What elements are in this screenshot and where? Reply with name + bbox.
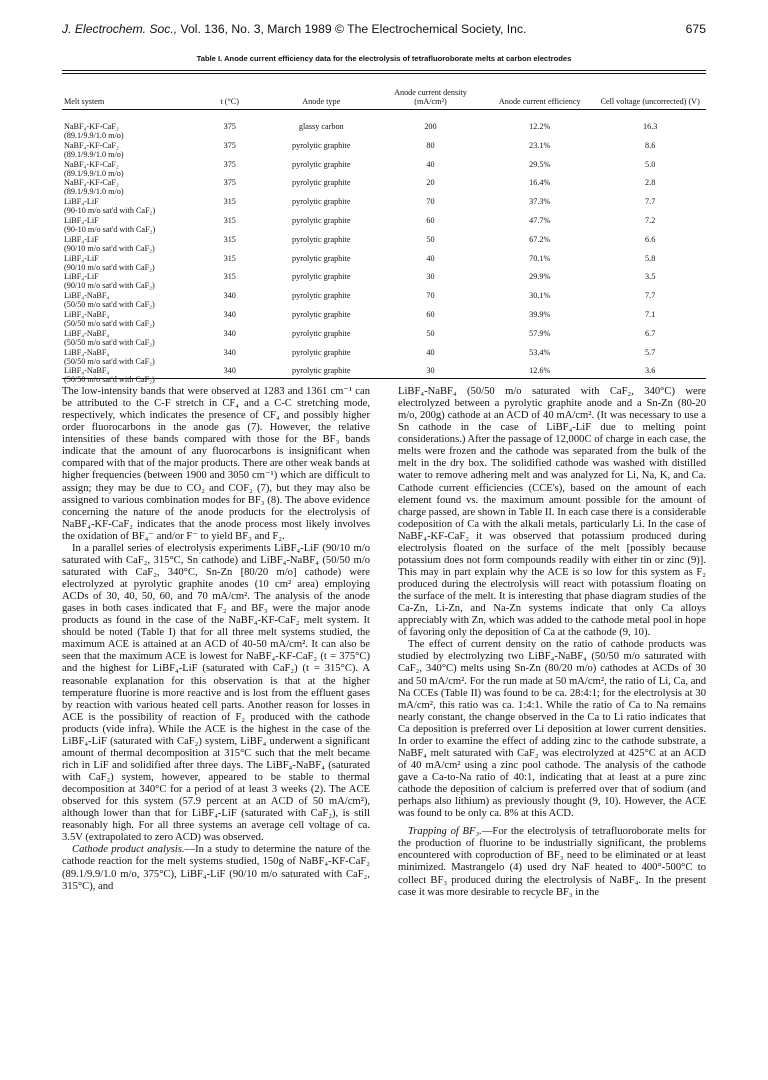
table-row	[62, 348, 706, 367]
melt-name: LiBF₄-LiF	[64, 234, 99, 244]
anode-cell: pyrolytic graphite	[292, 253, 351, 263]
table-header-row	[62, 88, 706, 110]
col-header-melt: Melt system	[64, 97, 105, 106]
paragraph: The low-intensity bands that were observed at 1283 and 1361 cm⁻¹ can be attributed to the C-F stretch in CF₄ and a C-C stretching mode, respectively, which indicates the presence of CF₄ and possibly higher order fluorocarbons in the anode gas (7). However, the relative intensities of these bands compared with those for the BF₃ bands indicate that the amount of any fluorocarbons is insignificant when compared with that of the major products. There are other weak bands at higher frequencies (between 1900 and 3050 cm⁻¹) which are difficult to assign; they may be due to CO₂ and COF₂ (7), but they may also be assigned to various combination modes for BF₃ (8). The above evidence concerning the nature of the anode products for the electrolysis of NaBF₄-KF-CaF₂ indicates that the anode process most likely involves the oxidation of BF₄⁻ and/or F⁻ to yield BF₃ and F₂.	[62, 386, 370, 542]
voltage-cell: 3.5	[645, 272, 656, 282]
journal-name: J. Electrochem. Soc.,	[62, 22, 178, 36]
density-cell: 60	[426, 215, 435, 225]
melt-name: LiBF₄-NaBF₄	[64, 328, 110, 338]
table-row	[62, 272, 706, 291]
cathode-text: —In a study to determine the nature of the cathode reaction for the melt systems studied, 150g of NaBF₄-KF-CaF₂ (89.1/9.9/1.0 m/o, 375°C), LiBF₄-LiF (90/10 m/o saturated with CaF₂, 315°C), and	[62, 844, 370, 892]
journal-issue: Vol. 136, No. 3, March 1989 © The Electrochemical Society, Inc.	[180, 22, 527, 36]
melt-name: NaBF₄-KF-CaF₂	[64, 140, 119, 150]
efficiency-cell: 37.3%	[529, 197, 551, 207]
anode-efficiency-table	[62, 88, 706, 385]
table-row	[62, 141, 706, 160]
table-row	[62, 178, 706, 197]
temp-cell: 340	[223, 309, 236, 319]
melt-name: NaBF₄-KF-CaF₂	[64, 122, 119, 131]
anode-cell: pyrolytic graphite	[292, 234, 351, 244]
voltage-cell: 2.8	[645, 178, 656, 188]
melt-name: LiBF₄-NaBF₄	[64, 347, 110, 357]
melt-cell	[62, 348, 193, 367]
table-caption: Table I. Anode current efficiency data for the electrolysis of tetrafluoroborate melts at carbon electrodes	[196, 54, 572, 63]
temp-cell: 375	[223, 140, 236, 150]
efficiency-cell: 29.9%	[529, 272, 551, 282]
melt-cell	[62, 272, 193, 291]
density-cell: 40	[426, 347, 435, 357]
page-header	[62, 22, 706, 40]
col-header-efficiency: Anode current efficiency	[498, 97, 581, 106]
melt-cell	[62, 197, 193, 216]
efficiency-cell: 67.2%	[529, 234, 551, 244]
melt-cell	[62, 141, 193, 160]
temp-cell: 315	[223, 197, 236, 207]
voltage-cell: 5.0	[645, 159, 656, 169]
voltage-cell: 6.7	[645, 328, 656, 338]
table-row	[62, 310, 706, 329]
trapping-text: —For the electrolysis of tetrafluoroborate melts for the production of fluorine to be industrially significant, the problems encountered with coproduction of BF₃ need to be eliminated or at least minimized. Mastrangelo (4) used dry NaF heated to 400°-500°C to collect BF₃ produced during the electrolysis of NaBF₄. In the present case it was more desirable to recycle BF₃ in the	[398, 826, 706, 898]
temp-cell: 340	[223, 366, 236, 376]
voltage-cell: 7.7	[645, 291, 656, 301]
temp-cell: 340	[223, 328, 236, 338]
anode-cell: pyrolytic graphite	[292, 140, 351, 150]
temp-cell: 340	[223, 291, 236, 301]
melt-composition: (50/50 m/o sat'd with CaF₂)	[64, 300, 155, 310]
paragraph: LiBF₄-NaBF₄ (50/50 m/o saturated with CaF₂, 340°C) were electrolyzed between a pyrolytic graphite anode and a Sn-Zn (80-20 m/o, 200g) cathode at an ACD of 40 mA/cm². (It was necessary to use a Sn cathode in the case of LiBF₄-LiF due to melting point considerations.) After the passage of 12,000C of charge in each case, the melts were frozen and the cathode was separated from the bulk of the melt in the dry box. The solidified cathode was washed with distilled water to remove adhering melt and was analyzed for Li, Na, K, and Ca. Cathode current efficiencies (CCE's), based on the amount of each element found vs. the maximum amount possible for the amount of charge passed, are shown in Table II. In each case there is a considerable codeposition of Ca with the alkali metals, particularly Li. In the case of NaBF₄-KF-CaF₂ it was observed that potassium produced during electrolysis floated on the surface of the melt [possibly because potassium does not form compounds readily with either tin or zinc (9)]. This may in part explain why the ACE is so low for this system as F₂ produced during the electrolysis will react with potassium floating on the surface of the melt. It is interesting that phase diagram studies of the Ca-Zn, Li-Zn, and Na-Zn systems indicate that only Ca alloys appreciably with Zn, which was added to the cathode metal pool in hope of favoring only the deposition of Ca at the cathode (9, 10).	[398, 386, 707, 639]
voltage-cell: 7.2	[645, 215, 656, 225]
melt-cell	[62, 254, 193, 273]
density-cell: 50	[426, 328, 435, 338]
temp-cell: 375	[223, 159, 236, 169]
efficiency-cell: 47.7%	[529, 215, 551, 225]
anode-cell: glassy carbon	[298, 122, 344, 131]
anode-cell: pyrolytic graphite	[292, 178, 351, 188]
melt-name: LiBF₄-LiF	[64, 197, 99, 207]
paragraph-trapping	[398, 826, 706, 898]
melt-composition: (50/50 m/o sat'd with CaF₂)	[64, 356, 155, 366]
density-cell: 200	[424, 122, 437, 131]
melt-composition: (89.1/9.9/1.0 m/o)	[64, 168, 124, 178]
melt-composition: (90/10 m/o sat'd with CaF₂)	[64, 243, 155, 253]
melt-name: LiBF₄-LiF	[64, 215, 99, 225]
melt-cell	[62, 291, 193, 310]
anode-cell: pyrolytic graphite	[292, 159, 351, 169]
density-cell: 40	[426, 159, 435, 169]
anode-cell: pyrolytic graphite	[292, 328, 351, 338]
temp-cell: 315	[223, 253, 236, 263]
anode-cell: pyrolytic graphite	[292, 291, 351, 301]
table-top-rule-2	[62, 73, 706, 74]
table-row	[62, 366, 706, 385]
melt-cell	[62, 122, 193, 141]
melt-name: LiBF₄-NaBF₄	[64, 309, 110, 319]
text-column-right	[398, 386, 706, 899]
melt-name: LiBF₄-LiF	[64, 253, 99, 263]
section-title-cathode: Cathode product analysis.	[72, 844, 185, 856]
melt-name: LiBF₄-NaBF₄	[64, 291, 110, 301]
table-row	[62, 122, 706, 141]
table-row	[62, 291, 706, 310]
page-number: 675	[685, 22, 706, 36]
anode-cell: pyrolytic graphite	[292, 215, 351, 225]
density-cell: 60	[426, 309, 435, 319]
efficiency-cell: 12.2%	[529, 122, 551, 131]
density-cell: 30	[426, 272, 435, 282]
melt-composition: (89.1/9.9/1.0 m/o)	[64, 187, 124, 197]
table-row	[62, 329, 706, 348]
melt-cell	[62, 178, 193, 197]
melt-composition: (90-10 m/o sat'd with CaF₂)	[64, 206, 156, 216]
paragraph: In a parallel series of electrolysis experiments LiBF₄-LiF (90/10 m/o saturated with CaF₂, 315°C, Sn cathode) and LiBF₄-NaBF₄ (50/50 m/o saturated with CaF₂, 340°C, Sn-Zn [80/20 m/o] cathode) were electrolyzed at pyrolytic graphite anodes (10 cm² area) employing ACDs of 30, 40, 50, 60, and 70 mA/cm². The analysis of the anode gases in both cases indicated that F₂ and BF₃ were the major anode products as found in the case of the NaBF₄-KF-CaF₂ melt system. It should be noted (Table I) that for all three melt systems studied, the maximum ACE is attained at an ACD of 40-50 mA/cm². It can also be seen that the maximum ACE is lowest for NaBF₄-KF-CaF₂ (t = 375°C) and the highest for LiBF₄-LiF (saturated with CaF₂) (t = 315°C). A reasonable explanation for this observation is that at the higher temperature fluorine is more reactive and is lost from the effluent gases by reaction with various heated cell parts. Another reason for losses in ACE is the possibility of reaction of F₂ produced with the cathode products (vide infra). While the ACE is the highest in the case of the LiBF₄-LiF (saturated with CaF₂) system, LiBF₄ underwent a significant amount of thermal decomposition at 315°C such that the melt became rich in LiF and solidified after three days. The LiBF₄-NaBF₄ (saturated with CaF₂) system, however, appeared to be stable to thermal decomposition at 340°C for a period of at least 3 weeks (2). The ACE observed for this system (57.9 percent at an ACD of 50 mA/cm²), although lower than that for LiBF₄-LiF (saturated with CaF₂), is still reasonably high. For all three systems an average cell voltage of ca. 3.5V (extrapolated to zero ACD) was observed.	[62, 542, 370, 844]
melt-composition: (90-10 m/o sat'd with CaF₂)	[64, 224, 156, 234]
temp-cell: 340	[223, 347, 236, 357]
table-row	[62, 216, 706, 235]
voltage-cell: 6.6	[645, 234, 656, 244]
melt-name: NaBF₄-KF-CaF₂	[64, 159, 119, 169]
efficiency-cell: 70.1%	[529, 253, 551, 263]
efficiency-cell: 30.1%	[529, 291, 551, 301]
efficiency-cell: 23.1%	[529, 140, 551, 150]
col-header-anode: Anode type	[302, 97, 341, 106]
density-cell: 20	[426, 178, 435, 188]
melt-cell	[62, 310, 193, 329]
efficiency-cell: 57.9%	[529, 328, 551, 338]
melt-cell	[62, 329, 193, 348]
text-column-left	[62, 386, 370, 893]
section-title-trapping: Trapping of BF₃.	[408, 826, 482, 838]
table-row	[62, 235, 706, 254]
voltage-cell: 5.8	[645, 253, 656, 263]
table-row	[62, 254, 706, 273]
temp-cell: 315	[223, 234, 236, 244]
melt-composition: (89.1/9.9/1.0 m/o)	[64, 149, 124, 159]
anode-cell: pyrolytic graphite	[292, 272, 351, 282]
col-header-temp: t (°C)	[220, 97, 239, 106]
journal-reference	[62, 22, 526, 36]
paragraph: The effect of current density on the ratio of cathode products was studied by electrolyzing two LiBF₄-NaBF₄ (50/50 m/o saturated with CaF₂, 340°C) melts using Sn-Zn (80/20 m/o) cathodes at ACDs of 30 and 50 mA/cm². For the run made at 50 mA/cm², the ratio of Li, Ca, and Na CCEs (Table II) was found to be ca. 28:4:1; for the electrolysis at 30 mA/cm², this ratio was ca. 1:4:1. While the ratio of Ca to Na remains nearly constant, the change observed in the Ca to Li ratio indicates that Ca deposition is preferred over Li deposition at lower current densities. In order to examine the effect of adding zinc to the cathode substrate, a NaBF₄ melt saturated with CaF₂ was electrolyzed at 425°C at an ACD of 40 mA/cm² using a zinc pool cathode. The analysis of the cathode gave a Ca-to-Na ratio of 40:1, indicating that at least at a pure zinc cathode the deposition of calcium is preferred over that of sodium (and perhaps also lithium) as previously thought (9, 10). However, the ACE was found to be only ca. 8% at this ACD.	[398, 639, 706, 820]
efficiency-cell: 12.6%	[529, 366, 551, 376]
melt-cell	[62, 160, 193, 179]
density-cell: 70	[426, 197, 435, 207]
voltage-cell: 7.1	[645, 309, 656, 319]
voltage-cell: 7.7	[645, 197, 656, 207]
table-row	[62, 197, 706, 216]
voltage-cell: 16.3	[643, 122, 658, 131]
density-cell: 30	[426, 366, 435, 376]
voltage-cell: 5.7	[645, 347, 656, 357]
anode-cell: pyrolytic graphite	[292, 197, 351, 207]
col-header-voltage: Cell voltage (uncorrected) (V)	[600, 97, 700, 106]
efficiency-cell: 53.4%	[529, 347, 551, 357]
paragraph-cathode	[62, 844, 370, 892]
melt-name: LiBF₄-LiF	[64, 272, 99, 282]
melt-composition: (90/10 m/o sat'd with CaF₂)	[64, 262, 155, 272]
anode-cell: pyrolytic graphite	[292, 366, 351, 376]
density-cell: 80	[426, 140, 435, 150]
temp-cell: 375	[223, 122, 236, 131]
melt-cell	[62, 366, 193, 385]
col-header-density: Anode current density (mA/cm²)	[394, 88, 467, 106]
melt-composition: (90/10 m/o sat'd with CaF₂)	[64, 281, 155, 291]
table-top-rule	[62, 70, 706, 71]
melt-composition: (89.1/9.9/1.0 m/o)	[64, 131, 124, 140]
density-cell: 70	[426, 291, 435, 301]
table-row	[62, 160, 706, 179]
temp-cell: 315	[223, 272, 236, 282]
temp-cell: 375	[223, 178, 236, 188]
melt-name: LiBF₄-NaBF₄	[64, 366, 110, 376]
anode-cell: pyrolytic graphite	[292, 309, 351, 319]
anode-cell: pyrolytic graphite	[292, 347, 351, 357]
table-bottom-rule	[62, 378, 706, 379]
melt-name: NaBF₄-KF-CaF₂	[64, 178, 119, 188]
melt-composition: (50/50 m/o sat'd with CaF₂)	[64, 318, 155, 328]
efficiency-cell: 16.4%	[529, 178, 551, 188]
melt-cell	[62, 235, 193, 254]
density-cell: 40	[426, 253, 435, 263]
voltage-cell: 3.6	[645, 366, 656, 376]
efficiency-cell: 39.9%	[529, 309, 551, 319]
efficiency-cell: 29.5%	[529, 159, 551, 169]
temp-cell: 315	[223, 215, 236, 225]
melt-composition: (50/50 m/o sat'd with CaF₂)	[64, 375, 155, 385]
melt-composition: (50/50 m/o sat'd with CaF₂)	[64, 337, 155, 347]
voltage-cell: 8.6	[645, 140, 656, 150]
density-cell: 50	[426, 234, 435, 244]
melt-cell	[62, 216, 193, 235]
